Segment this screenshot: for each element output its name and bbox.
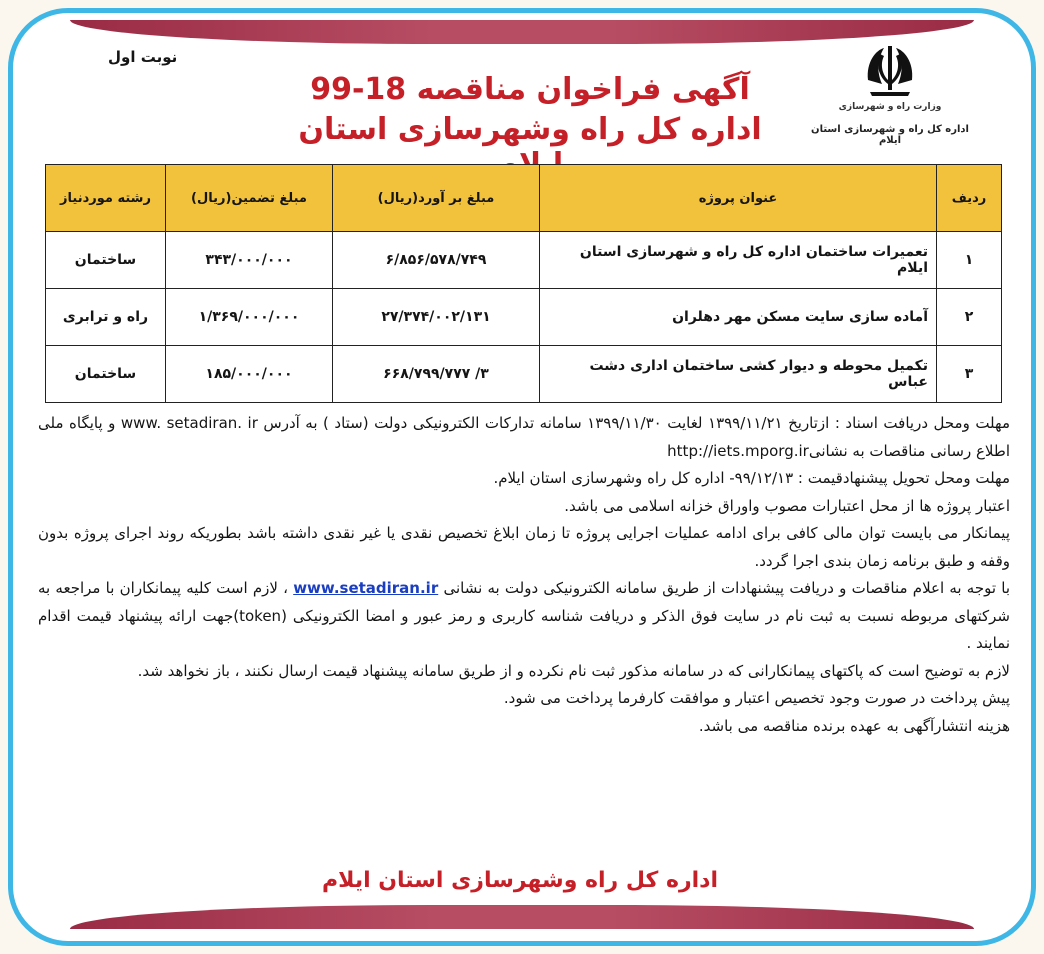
- row-number: ۲: [937, 289, 1002, 346]
- guarantee-amount: ۳۴۳/۰۰۰/۰۰۰: [166, 232, 333, 289]
- document-deadline-text: مهلت ومحل دریافت اسناد : ازتاریخ ۱۳۹۹/۱۱/۲۱ لغایت ۱۳۹۹/۱۱/۳۰ سامانه تدارکات الکترونیکی دولت (ستاد ) به آدرس: [257, 414, 1010, 432]
- registration-text-a: با توجه به اعلام مناقصات و دریافت پیشنهادات از طریق سامانه الکترونیکی دولت به نشانی: [438, 579, 1010, 597]
- required-field: راه و ترابری: [46, 289, 166, 346]
- announcement-body: [38, 410, 1010, 740]
- header-guarantee: مبلغ تضمین(ریال): [166, 165, 333, 232]
- office-title: اداره کل راه وشهرسازی استان: [298, 112, 762, 147]
- project-title: آماده سازی سایت مسکن مهر دهلران: [540, 289, 937, 346]
- envelope-notice-paragraph: لازم به توضیح است که پاکتهای پیمانکارانی که در سامانه مذکور ثبت نام نکرده و از طریق سامانه پیشنهاد قیمت ارسال نکنند ، باز نخواهد شد.: [137, 661, 1010, 680]
- row-number: ۳: [937, 346, 1002, 403]
- registration-paragraph: [38, 575, 1010, 658]
- logo-office-text: اداره کل راه و شهرسازی استان ایلام: [811, 124, 969, 146]
- estimate-amount: ۳/ ۶۶۸/۷۹۹/۷۷۷: [333, 346, 540, 403]
- setad-url-text: www. setadiran. ir: [120, 414, 258, 432]
- header-row-number: ردیف: [937, 165, 1002, 232]
- header-estimate: مبلغ بر آورد(ریال): [333, 165, 540, 232]
- project-title: تعمیرات ساختمان اداره کل راه و شهرسازی استان ایلام: [540, 232, 937, 289]
- required-field: ساختمان: [46, 346, 166, 403]
- bid-deadline-paragraph: مهلت ومحل تحویل پیشنهادقیمت : ۹۹/۱۲/۱۳- اداره کل راه وشهرسازی استان ایلام.: [493, 469, 1010, 487]
- guarantee-amount: ۱۸۵/۰۰۰/۰۰۰: [166, 346, 333, 403]
- ministry-logo: [800, 40, 980, 150]
- row-number: ۱: [937, 232, 1002, 289]
- document-deadline-paragraph: [38, 410, 1010, 465]
- table-header-row: [46, 165, 1002, 232]
- projects-table: [45, 164, 1002, 403]
- registration-text-b: ، لازم است کلیه پیمانکاران با مراجعه به شرکتهای مربوطه نسبت به ثبت نام در سایت فوق الذکر و دریافت شناسه کاربری و رمز عبور و امضا الکترونیکی (token)جهت ارائه پیشنهاد قیمت اقدام نمایند .: [38, 579, 1011, 652]
- estimate-amount: ۲۷/۳۷۴/۰۰۲/۱۳۱: [333, 289, 540, 346]
- table-row: [46, 232, 1002, 289]
- table-row: [46, 289, 1002, 346]
- header-required-field: رشته موردنیاز: [46, 165, 166, 232]
- prepayment-paragraph: پیش پرداخت در صورت وجود تخصیص اعتبار و موافقت کارفرما پرداخت می شود.: [503, 689, 1010, 707]
- required-field: ساختمان: [46, 232, 166, 289]
- tender-title: آگهی فراخوان مناقصه 18-99: [310, 72, 750, 107]
- funding-paragraph: اعتبار پروژه ها از محل اعتبارات مصوب واوراق خزانه اسلامی می باشد.: [564, 496, 1010, 515]
- setadiran-link[interactable]: www.setadiran.ir: [293, 579, 439, 597]
- logo-ministry-text: وزارت راه و شهرسازی: [838, 102, 942, 112]
- portal-text: و پایگاه ملی اطلاع رسانی مناقصات به نشانی: [38, 414, 1010, 460]
- iets-url-text: http://iets.mporg.ir: [667, 441, 809, 460]
- publication-cost-paragraph: هزینه انتشارآگهی به عهده برنده مناقصه می باشد.: [698, 716, 1010, 735]
- guarantee-amount: ۱/۳۶۹/۰۰۰/۰۰۰: [166, 289, 333, 346]
- round-label: نوبت اول: [108, 48, 178, 66]
- header-project-title: عنوان پروژه: [540, 165, 937, 232]
- table-row: [46, 346, 1002, 403]
- project-title: تکمیل محوطه و دیوار کشی ساختمان اداری دشت عباس: [540, 346, 937, 403]
- estimate-amount: ۶/۸۵۶/۵۷۸/۷۴۹: [333, 232, 540, 289]
- footer-office-name: اداره کل راه وشهرسازی استان ایلام: [321, 868, 718, 893]
- emblem-icon: [858, 40, 922, 104]
- financial-capacity-paragraph: پیمانکار می بایست توان مالی کافی برای ادامه عملیات اجرایی پروژه تا زمان ابلاغ تخصیص نقدی یا غیر نقدی داشته باشد بطوریکه روند اجرای پروژه بدون وقفه و طبق برنامه زمان بندی اجرا گردد.: [38, 524, 1010, 570]
